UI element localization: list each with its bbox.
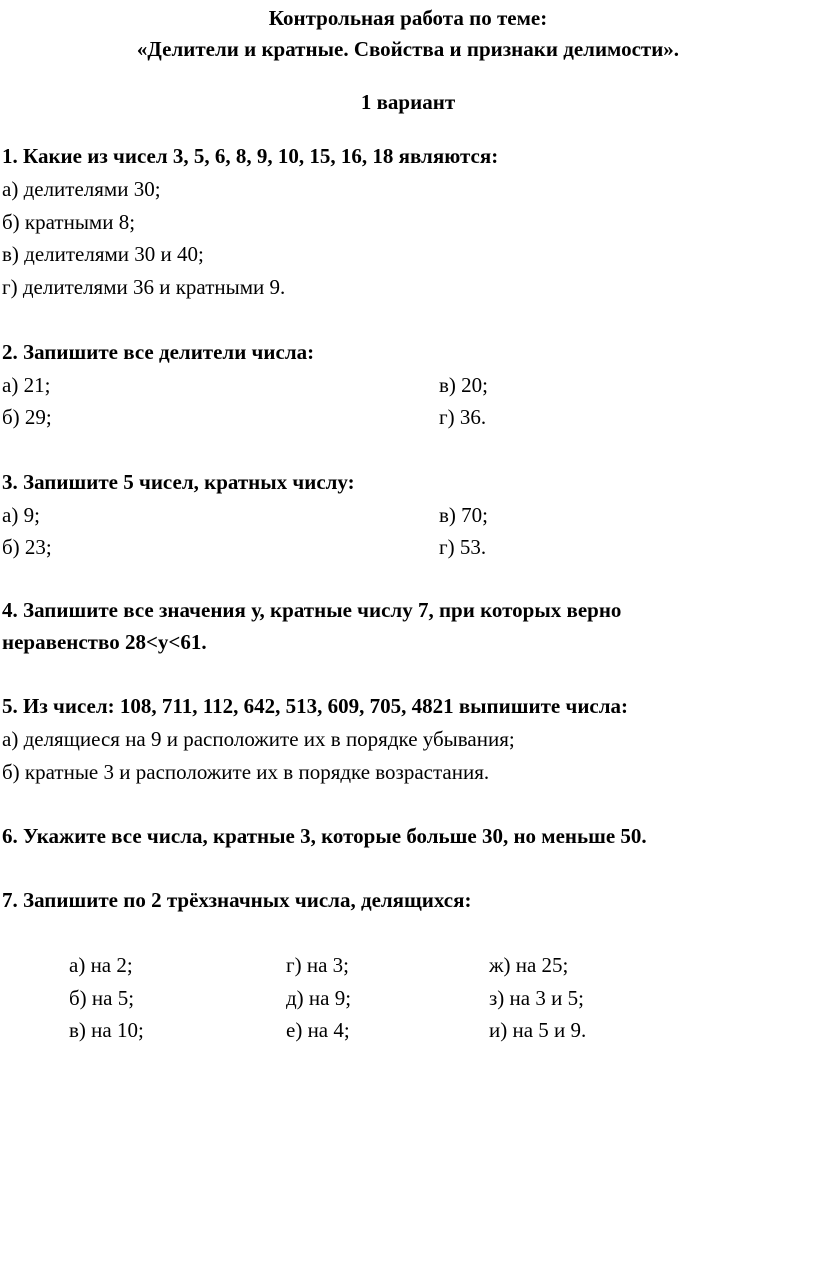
task7-item-b: б) на 5; [69, 986, 135, 1010]
task1-item-b: б) кратными 8; [2, 210, 136, 234]
task3-item-a: а) 9; [2, 503, 40, 527]
task1-item-d: г) делителями 36 и кратными 9. [2, 275, 286, 299]
task7-item-e: е) на 4; [286, 1018, 350, 1042]
task7-question: 7. Запишите по 2 трёхзначных числа, делящихся: [2, 888, 472, 912]
task2-item-b: б) 29; [2, 405, 52, 429]
task7-item-a: а) на 2; [69, 953, 133, 977]
task7-item-i: и) на 5 и 9. [489, 1018, 587, 1042]
task7-item-d: д) на 9; [286, 986, 352, 1010]
task2-item-c: в) 20; [439, 373, 488, 397]
task2-item-d: г) 36. [439, 405, 487, 429]
task1-item-a: а) делителями 30; [2, 177, 161, 201]
task1-question: 1. Какие из чисел 3, 5, 6, 8, 9, 10, 15, 16, 18 являются: [2, 144, 499, 168]
task7-item-zh: ж) на 25; [489, 953, 569, 977]
task5-question: 5. Из чисел: 108, 711, 112, 642, 513, 609, 705, 4821 выпишите числа: [2, 694, 629, 718]
task7-item-v: в) на 10; [69, 1018, 144, 1042]
task5-item-a: а) делящиеся на 9 и расположите их в порядке убывания; [2, 727, 515, 751]
task4-line-1: 4. Запишите все значения у, кратные числу 7, при которых верно [2, 598, 622, 622]
task3-question: 3. Запишите 5 чисел, кратных числу: [2, 470, 355, 494]
task4-line-2: неравенство 28<у<61. [2, 630, 207, 654]
title-line-2: «Делители и кратные. Свойства и признаки делимости». [136, 37, 680, 61]
task3-item-d: г) 53. [439, 535, 487, 559]
task1-item-c: в) делителями 30 и 40; [2, 242, 204, 266]
task2-item-a: а) 21; [2, 373, 51, 397]
task7-item-z: з) на 3 и 5; [489, 986, 584, 1010]
task7-item-g: г) на 3; [286, 953, 349, 977]
title-line-1: Контрольная работа по теме: [268, 6, 548, 30]
variant-label: 1 вариант [360, 90, 456, 114]
task6-question: 6. Укажите все числа, кратные 3, которые больше 30, но меньше 50. [2, 824, 647, 848]
task5-item-b: б) кратные 3 и расположите их в порядке возрастания. [2, 760, 490, 784]
task2-question: 2. Запишите все делители числа: [2, 340, 315, 364]
task3-item-b: б) 23; [2, 535, 52, 559]
task3-item-c: в) 70; [439, 503, 488, 527]
